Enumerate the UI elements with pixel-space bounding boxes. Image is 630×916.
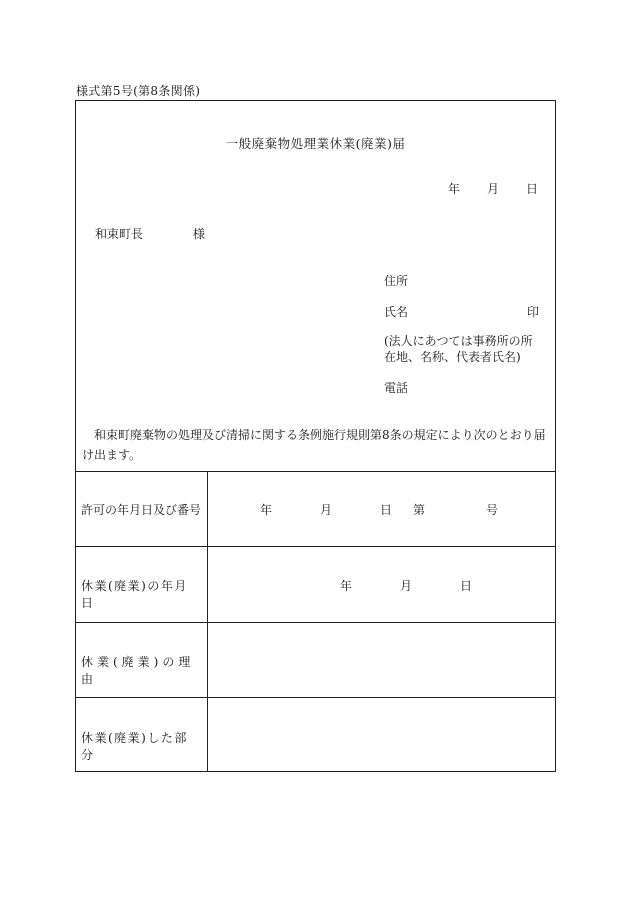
declaration-text: 和束町廃棄物の処理及び清掃に関する条例施行規則第8条の規定により次のとおり届け出ます。 bbox=[82, 428, 546, 462]
table-row-divider bbox=[76, 546, 555, 547]
date-month-label: 月 bbox=[486, 182, 499, 196]
name-label: 氏名 bbox=[384, 305, 409, 319]
permit-year: 年 bbox=[260, 503, 273, 517]
form-frame bbox=[75, 100, 556, 772]
corporate-note-line1: (法人にあつては事務所の所 bbox=[384, 334, 533, 348]
permit-month: 月 bbox=[320, 503, 333, 517]
date-day-label: 日 bbox=[525, 182, 538, 196]
permit-number-prefix: 第 bbox=[413, 503, 426, 517]
table-row-label: 休業(廃業)した部分 bbox=[81, 731, 188, 762]
closure-month: 月 bbox=[400, 579, 413, 593]
addressee-name: 和束町長 bbox=[95, 227, 144, 241]
closure-day: 日 bbox=[460, 579, 473, 593]
form-number-label: 様式第5号(第8条関係) bbox=[76, 84, 201, 98]
table-row-label: 休業(廃業)の年月日 bbox=[81, 579, 188, 610]
table-row-divider bbox=[76, 622, 555, 623]
seal-mark: 印 bbox=[527, 305, 540, 319]
addressee bbox=[95, 225, 205, 242]
table-row-divider bbox=[76, 697, 555, 698]
table-column-divider bbox=[207, 471, 208, 772]
corporate-note bbox=[384, 333, 549, 365]
date-year-label: 年 bbox=[448, 182, 461, 196]
form-title: 一般廃棄物処理業休業(廃業)届 bbox=[225, 136, 406, 151]
phone-label: 電話 bbox=[384, 381, 409, 395]
corporate-note-line2: 在地、名称、代表者氏名) bbox=[384, 350, 521, 364]
permit-number-suffix: 号 bbox=[486, 503, 499, 517]
addressee-honorific: 様 bbox=[192, 227, 205, 241]
table-top-border bbox=[76, 471, 555, 472]
permit-day: 日 bbox=[380, 503, 393, 517]
closure-year: 年 bbox=[340, 579, 353, 593]
table-row-label: 休業(廃業)の理由 bbox=[81, 655, 195, 686]
submission-date bbox=[448, 180, 538, 197]
table-row-label: 許可の年月日及び番号 bbox=[81, 503, 202, 517]
address-label: 住所 bbox=[384, 274, 409, 288]
